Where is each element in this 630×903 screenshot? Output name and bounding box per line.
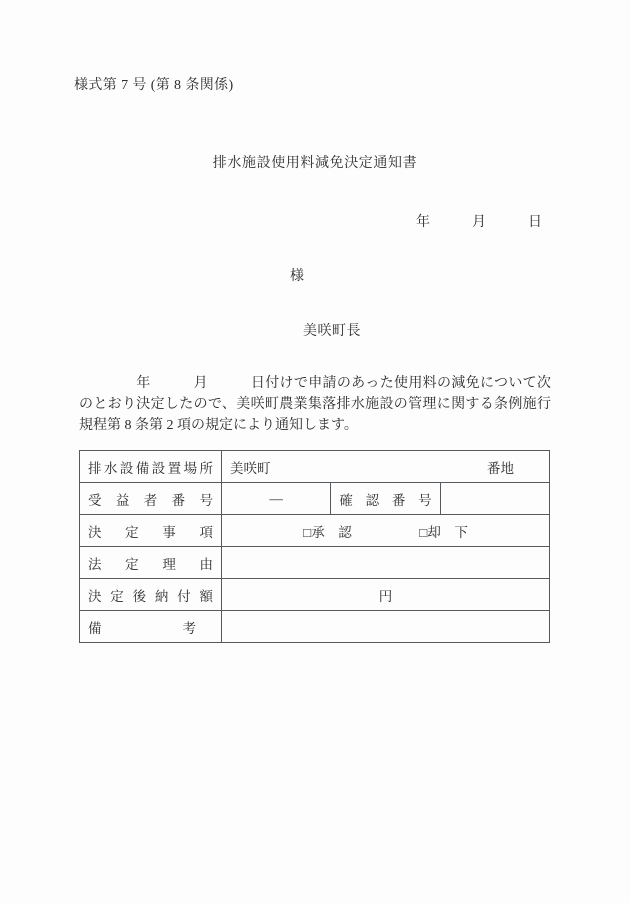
row-value-confirmation-number[interactable] [440, 483, 549, 515]
row-label-confirmation-number: 確認番号 [331, 483, 440, 515]
issue-date-line: 年 月 日 [416, 215, 542, 230]
issuer-name: 美咲町長 [303, 324, 361, 339]
table-row [80, 611, 550, 643]
installation-place-banchi: 番地 [487, 460, 514, 476]
row-label-payment-after-decision: 決定後納付額 [80, 579, 222, 611]
table-row [80, 579, 550, 611]
table-row [80, 451, 550, 483]
decision-details-table [79, 450, 550, 643]
body-paragraph-text: 日付けで申請のあった使用料の減免について次のとおり決定したので、美咲町農業集落排水施設の管理に関する条例施行規程第 8 条第 2 項の規定により通知します。 [79, 376, 551, 433]
addressee-suffix: 様 [290, 269, 304, 284]
table-row [80, 547, 550, 579]
row-label-decision-item: 決定事項 [80, 515, 222, 547]
body-paragraph [79, 373, 551, 436]
decision-options[interactable]: □承 認 □却 下 [303, 524, 468, 540]
row-value-remarks[interactable] [222, 611, 550, 643]
row-value-beneficiary-number[interactable]: — [222, 483, 331, 515]
row-label-beneficiary-number: 受益者番号 [80, 483, 222, 515]
row-value-installation-place[interactable] [222, 451, 550, 483]
form-number: 様式第 7 号 (第 8 条関係) [74, 78, 234, 93]
row-value-decision-item [222, 515, 550, 547]
row-label-legal-reason: 法定理由 [80, 547, 222, 579]
row-label-remarks: 備 考 [80, 611, 222, 643]
row-value-payment-after-decision[interactable]: 円 [222, 579, 550, 611]
row-value-legal-reason[interactable] [222, 547, 550, 579]
installation-place-town: 美咲町 [230, 460, 271, 476]
body-application-date: 年 月 [79, 376, 251, 391]
table-row [80, 483, 550, 515]
table-row [80, 515, 550, 547]
document-title: 排水施設使用料減免決定通知書 [212, 156, 418, 171]
row-label-installation-place: 排水設備設置場所 [80, 451, 222, 483]
